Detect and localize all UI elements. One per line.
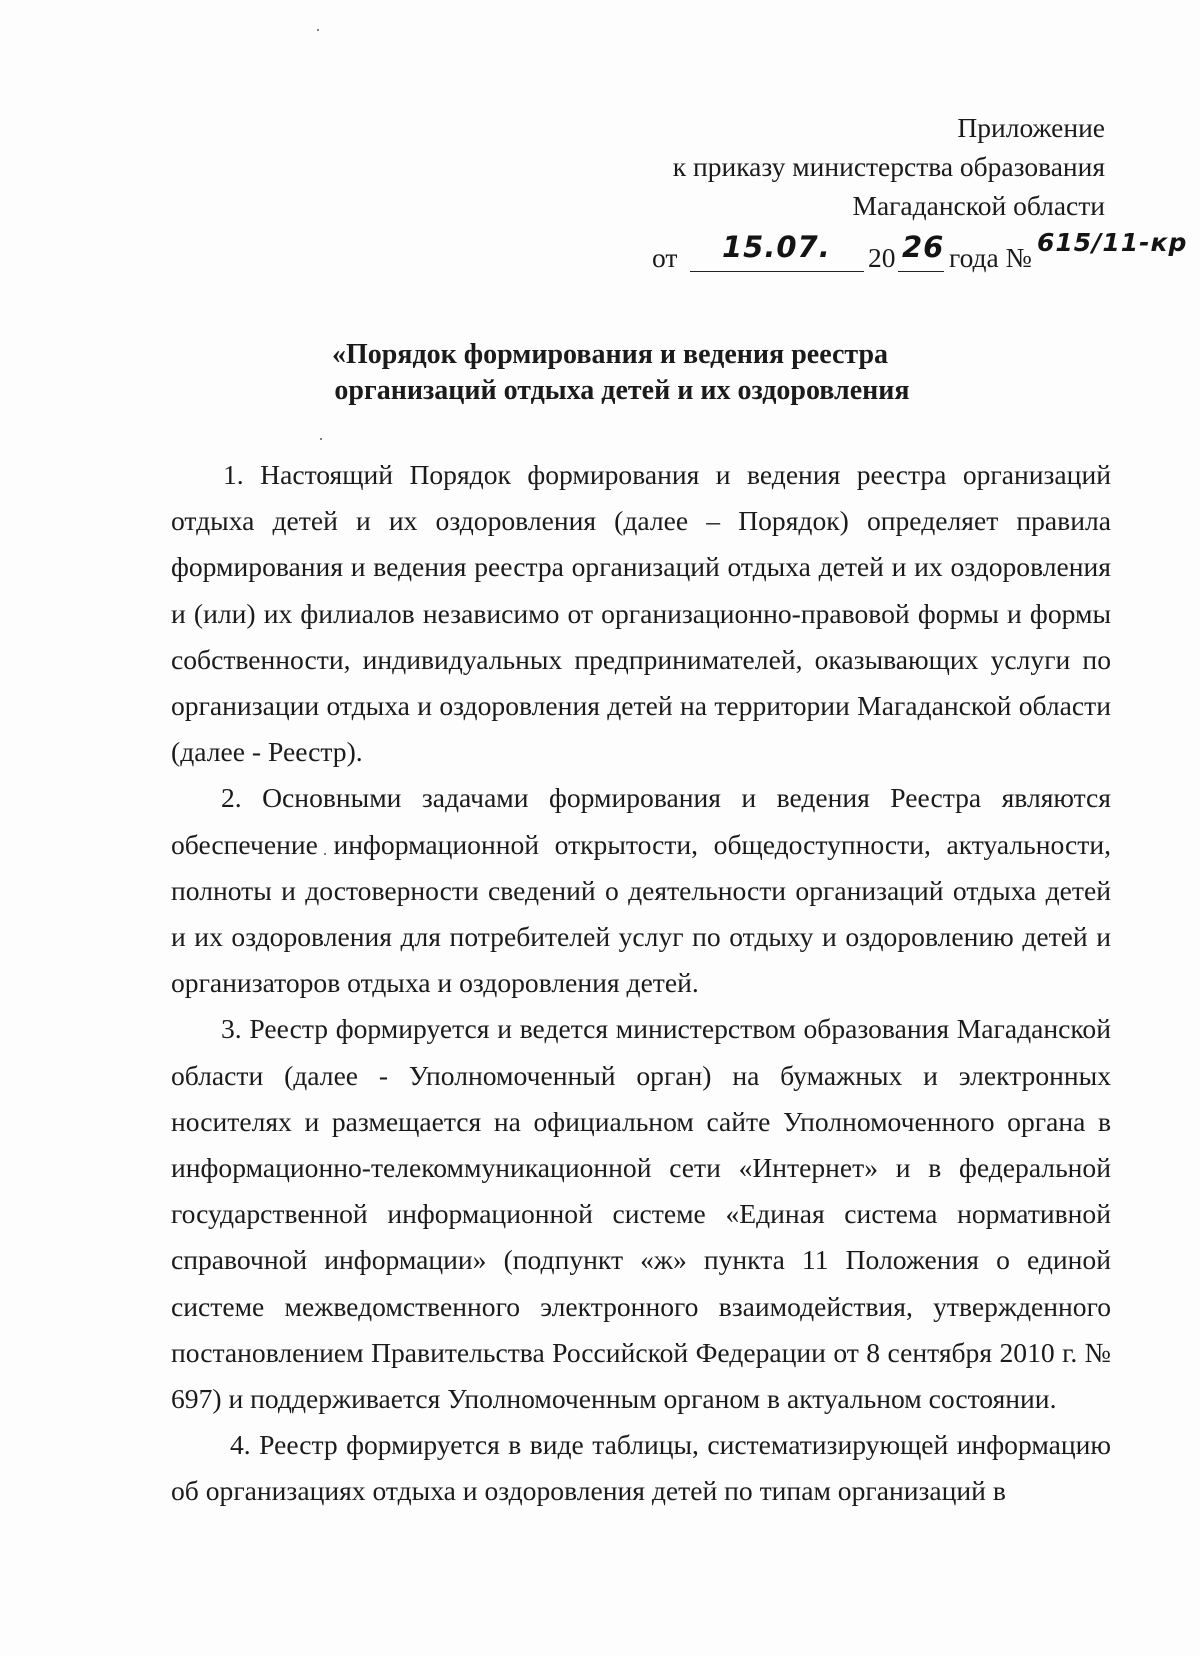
paragraph-1: 1. Настоящий Порядок формирования и ведения реестра организаций отдыха детей и их оздоровления (далее – Порядок) определяет правила формирования и ведения реестра организаций отдыха детей и их оздоровления и (или) их филиалов независимо от организационно-правовой формы и формы собственности, индивидуальных предпринимателей, оказывающих услуги по организации отдыха и оздоровления детей на территории Магаданской области (далее - Реестр). xyxy=(171,459,1111,768)
appendix-header xyxy=(673,108,1105,225)
title-line-1: «Порядок формирования и ведения реестра xyxy=(331,339,889,370)
year-prefix: 20 xyxy=(868,242,896,273)
handwritten-year: 26 xyxy=(902,230,945,264)
handwritten-date: 15.07. xyxy=(722,230,831,264)
handwritten-order-number: 615/11-кр xyxy=(1037,228,1188,257)
paragraph-3: 3. Реестр формируется и ведется министерством образования Магаданской области (далее - Уполномоченный орган) на бумажных и электронных носителях и размещается на официальном сайте Уполномоченного органа в информационно-телекоммуникационной сети «Интернет» и в федеральной государственной информационной системе «Единая система нормативной справочной информации» (подпункт «ж» пункта 11 Положения о единой системе межведомственного электронного взаимодействия, утвержденного постановлением Правительства Российской Федерации от 8 сентября 2010 г. № 697) и поддерживается Уполномоченным органом в актуальном состоянии. xyxy=(171,1013,1111,1415)
scan-speck xyxy=(320,438,322,440)
appendix-title: Приложение xyxy=(957,112,1105,143)
date-underline xyxy=(690,271,864,272)
appendix-region: Магаданской области xyxy=(852,190,1105,221)
paragraph-4: 4. Реестр формируется в виде таблицы, систематизирующей информацию об организациях отдыха и оздоровления детей по типам организаций в xyxy=(171,1429,1111,1507)
appendix-order-ref: к приказу министерства образования xyxy=(672,151,1105,182)
order-date-number-line xyxy=(652,228,1188,276)
year-suffix: года № xyxy=(949,242,1032,273)
title-line-2: организаций отдыха детей и их оздоровления xyxy=(334,375,910,406)
document-body xyxy=(171,452,1111,1515)
document-title xyxy=(0,337,1200,409)
paragraph-2: 2. Основными задачами формирования и ведения Реестра являются обеспечение информационной открытости, общедоступности, актуальности, полноты и достоверности сведений о деятельности организаций отдыха детей и их оздоровления для потребителей услуг по отдыху и оздоровлению детей и организаторов отдыха и оздоровления детей. xyxy=(171,782,1111,999)
scan-speck xyxy=(317,29,319,31)
year-underline xyxy=(898,271,944,272)
from-label: от xyxy=(652,242,678,273)
